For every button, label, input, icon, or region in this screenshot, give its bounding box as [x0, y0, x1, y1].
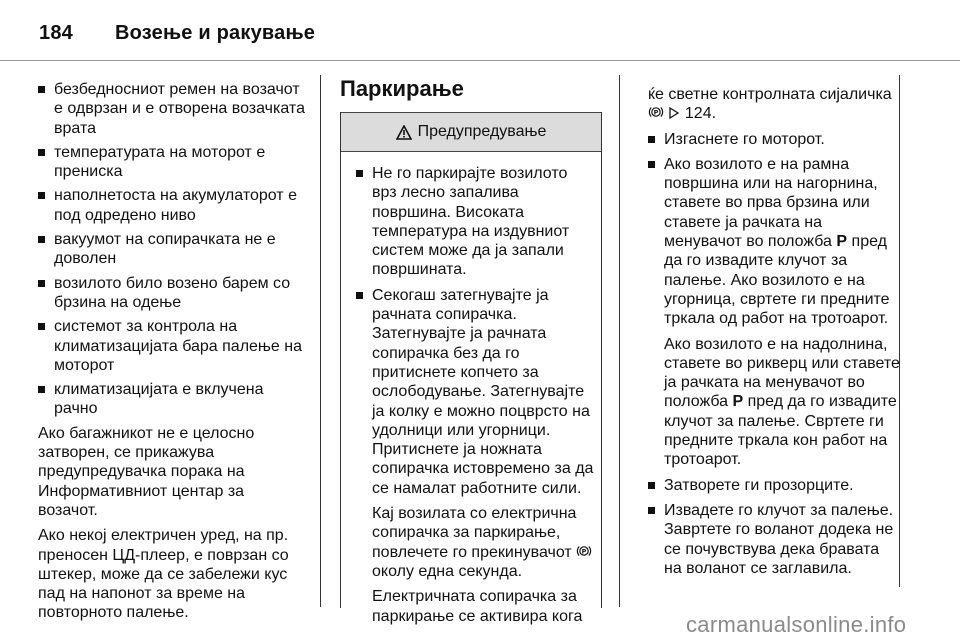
text: пред да го извадите клучот за палење. Свртете ги предните тркала кон работ на тротоарот.: [664, 393, 897, 469]
page-header: [39, 16, 315, 50]
list-item: температурата на моторот е прениска: [38, 143, 308, 182]
paragraph: [664, 335, 900, 470]
section-title: Паркирање: [340, 76, 464, 101]
text: пред да го извадите клучот за палење. Ако возилото е на угорница, свртете ги предните тркала од работ на тротоарот.: [664, 233, 890, 328]
list-item: Затворете ги прозорците.: [648, 476, 900, 495]
warning-title: Предупредување: [417, 123, 547, 141]
gear-position: P: [732, 393, 744, 411]
list-item: [356, 164, 596, 280]
warning-header: [340, 112, 602, 152]
paragraph: [648, 85, 900, 124]
text: Ако возилото е на надолнина, ставете во рикверц или ставете ја рачката на менувачот во положба: [664, 335, 900, 411]
gear-position: P: [836, 233, 848, 251]
header-divider: [0, 60, 960, 61]
paragraph: [664, 155, 900, 329]
page-number: 184: [39, 21, 73, 44]
text: Ако возилото е на рамна површина или на нагорнина, ставете во прва брзина или ставете ја рачката на менувачот во положба: [664, 155, 878, 251]
procedure-list: [648, 130, 900, 579]
warning-box: [340, 112, 602, 626]
list-item: климатизацијата е вклучена рачно: [38, 380, 308, 419]
warning-box-border: [601, 112, 602, 608]
column-1: [38, 80, 308, 629]
warning-triangle-icon: [396, 125, 412, 140]
column-2: [340, 76, 602, 632]
list-item: наполнетоста на акумулаторот е под одредено ниво: [38, 186, 308, 225]
text: околу една секунда.: [372, 562, 523, 580]
warning-box-border: [340, 112, 341, 608]
list-item: вакуумот на сопирачката не е доволен: [38, 230, 308, 269]
paragraph: Електричната сопирачка за паркирање се активира кога: [372, 588, 583, 625]
svg-text:P: P: [653, 108, 659, 117]
list-item: возилото било возено барем со брзина на одење: [38, 274, 308, 313]
paragraph: Ако некој електричен уред, на пр. преносен ЦД-плеер, е поврзан со штекер, може да се забележи кус пад на напонот за време на повторното палење.: [38, 527, 289, 622]
text: Кај возилата со електрична сопирачка за паркирање, повлечете го прекинувачот: [372, 505, 577, 561]
text: ќе светне контролната сијаличка: [648, 86, 892, 103]
watermark: carmanualsonline.info: [686, 612, 907, 637]
page-ref-icon: [668, 106, 680, 120]
page-reference: 124.: [684, 105, 717, 123]
paragraph: Ако багажникот не е целосно затворен, се прикажува предупредувачка порака на Информативниот центар за возачот.: [38, 424, 255, 519]
column-divider: [619, 75, 620, 607]
list-item: [356, 286, 596, 626]
parking-brake-icon: [576, 543, 592, 559]
svg-text:P: P: [581, 547, 587, 556]
warning-list: [356, 164, 596, 626]
list-item: системот за контрола на климатизацијата бара палење на моторот: [38, 317, 308, 375]
parking-brake-icon: [648, 104, 664, 120]
paragraph: Секогаш затегнувајте ја рачната сопирачка. Затегнувајте ја рачната сопирачка без да го притиснете копчето за ослободување. Затегнувајте ја колку е можно поцврсто на удолници или угорници. Притиснете ја ножната сопирачка истовремено за да се намалат работните сили.: [372, 286, 594, 497]
column-3: [648, 85, 900, 584]
warning-body: [340, 152, 602, 626]
list-item: Изгаснете го моторот.: [648, 130, 900, 149]
column-divider: [320, 75, 321, 607]
condition-list: [38, 80, 308, 419]
paragraph: [372, 504, 596, 581]
chapter-title: Возење и ракување: [114, 21, 316, 44]
list-item: безбедносниот ремен на возачот е одврзан и е отворена возачката врата: [38, 80, 308, 138]
paragraph: Не го паркирајте возилото врз лесно запалива површина. Високата температура на издувниот систем може да ја запали површината.: [372, 165, 570, 279]
list-item: Извадете го клучот за палење. Завртете го воланот додека не се почувствува дека бравата на воланот се заглавила.: [648, 501, 900, 578]
list-item: [648, 155, 900, 470]
